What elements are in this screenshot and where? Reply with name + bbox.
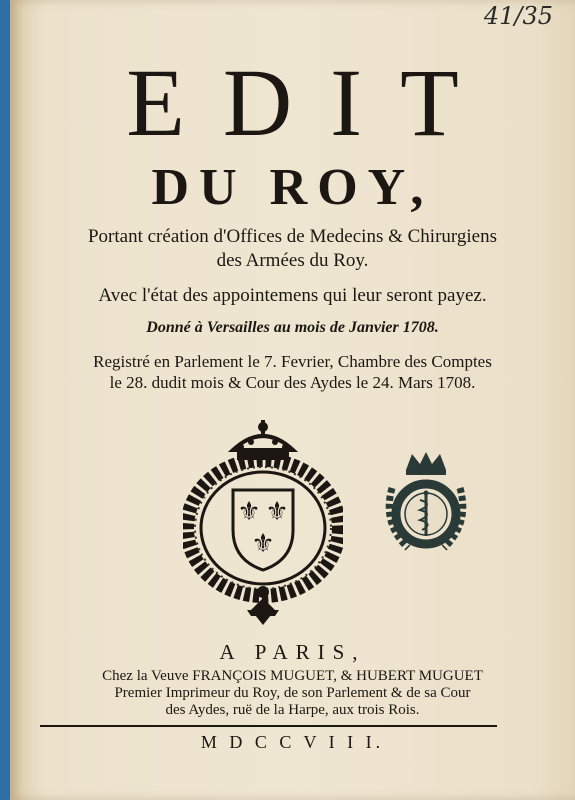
- registration-line-2: le 28. dudit mois & Cour des Aydes le 24. Mars 1708.: [109, 373, 476, 392]
- imprint-city: A PARIS,: [219, 640, 366, 664]
- svg-text:⚜: ⚜: [265, 497, 289, 527]
- appointements-line: Avec l'état des appointemens qui leur seront payez.: [98, 285, 487, 306]
- given-at-line: Donné à Versailles au mois de Janvier 1708.: [146, 319, 439, 336]
- subtitle-line-2: des Armées du Roy.: [216, 250, 369, 271]
- publication-year: M D C C V I I I.: [200, 732, 385, 752]
- registration-line-1: Registré en Parlement le 7. Fevrier, Chambre des Comptes: [93, 352, 492, 371]
- medical-seal-stamp-icon: [378, 448, 474, 558]
- title-edit: EDIT: [126, 49, 497, 156]
- imprint-line-1: Chez la Veuve FRANÇOIS MUGUET, & HUBERT MUGUET: [102, 668, 483, 684]
- imprint-line-2: Premier Imprimeur du Roy, de son Parlement & de sa Cour: [114, 685, 471, 701]
- document-page: [10, 0, 575, 800]
- subtitle-line-1: Portant création d'Offices de Medecins & Chirurgiens: [87, 226, 497, 247]
- imprint-line-3: des Aydes, ruë de la Harpe, aux trois Rois.: [165, 702, 420, 718]
- shelfmark: 41/35: [483, 2, 553, 30]
- divider-rule: [40, 725, 497, 727]
- royal-coat-of-arms-icon: [183, 420, 343, 625]
- svg-text:⚜: ⚜: [251, 529, 275, 559]
- svg-text:⚜: ⚜: [237, 497, 261, 527]
- title-du-roy: DU ROY,: [151, 159, 434, 216]
